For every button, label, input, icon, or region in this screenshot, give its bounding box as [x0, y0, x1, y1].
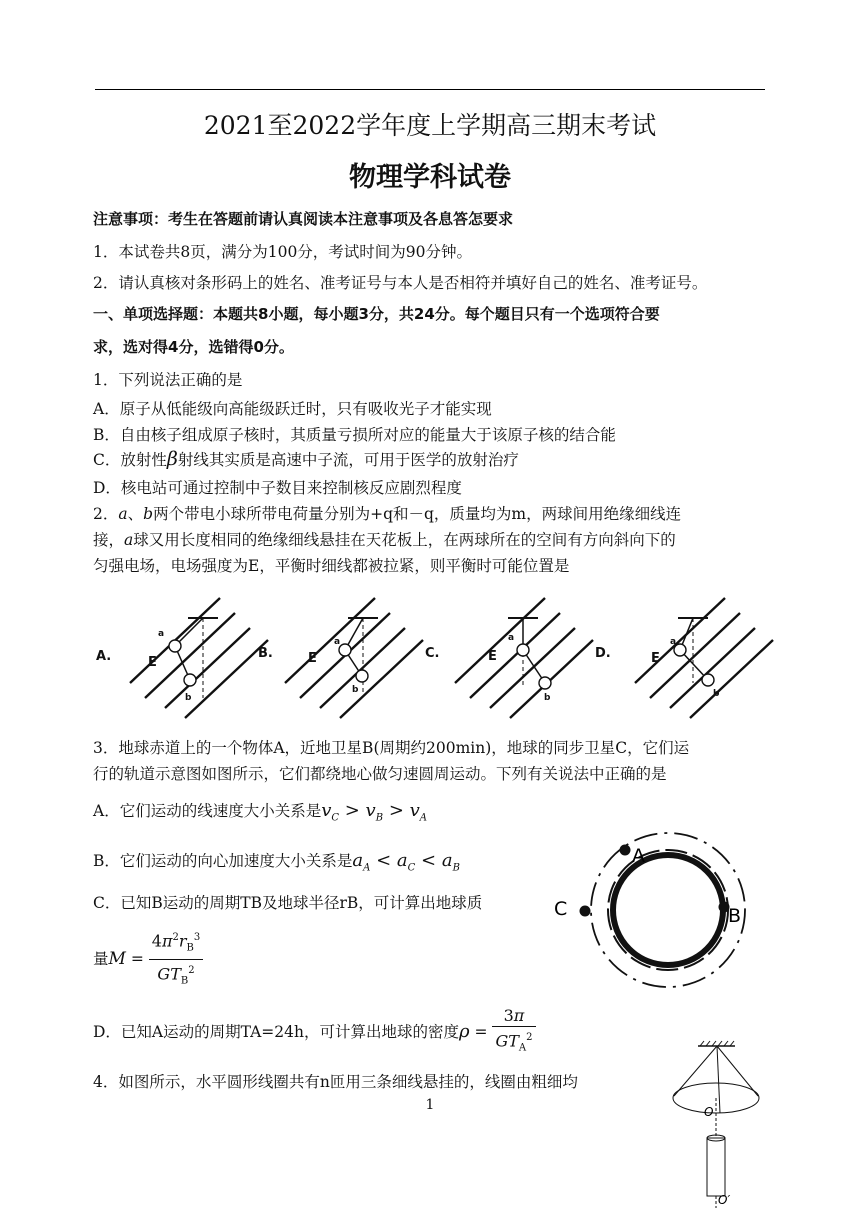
q2-fig-label-d: D. — [595, 646, 611, 661]
q2-fig-ball-a-4: a — [670, 637, 677, 647]
q2-line-1: 2．a、b两个带电小球所带电荷量分别为+q和－q，质量均为m，两球间用绝缘细线连 — [93, 505, 682, 523]
page-number: 1 — [425, 1097, 435, 1113]
q2-fig-ball-a-1: a — [158, 629, 165, 639]
q2-fig-label-a: A. — [96, 649, 112, 664]
q2-fig-ball-a-3: a — [508, 633, 515, 643]
q1-option-a: A．原子从低能级向高能级跃迁时，只有吸收光子才能实现 — [93, 400, 492, 418]
notice-heading: 注意事项：考生在答题前请认真阅读本注意事项及各息答怎要求 — [93, 210, 514, 228]
header-rule — [95, 89, 765, 90]
notice-item-2: 2．请认真核对条形码上的姓名、准考证号与本人是否相符并填好自己的姓名、准考证号。 — [93, 274, 708, 292]
q4-coil-figure — [660, 1038, 770, 1214]
q2-line-3: 匀强电场，电场强度为E，平衡时细线都被拉紧，则平衡时可能位置是 — [93, 557, 570, 575]
q3-option-b: B．它们运动的向心加速度大小关系是$a_A < a_C < a_B$ — [93, 850, 460, 874]
section1-heading-line1: 一、单项选择题：本题共8小题，每小题3分，共24分。每个题目只有一个选项符合要 — [93, 305, 660, 323]
q3-option-c: C．已知B运动的周期TB及地球半径rB，可计算出地球质 — [93, 894, 483, 912]
q2-fig-ball-a-2: a — [334, 637, 341, 647]
q2-fig-ball-b-3: b — [544, 693, 551, 703]
q2-fig-ball-b-2: b — [352, 685, 359, 695]
q2-fig-ball-b-4: b — [713, 689, 720, 699]
q3-fig-label-a: A — [632, 845, 645, 867]
exam-subtitle: 物理学科试卷 — [349, 162, 511, 193]
q3-satellite-c-dot — [580, 906, 591, 917]
q3-fig-label-c: C — [554, 898, 568, 920]
q3-object-a-dot — [620, 845, 631, 856]
exam-title: 2021至2022学年度上学期高三期末考试 — [203, 111, 657, 140]
q3-option-d: D．已知A运动的周期TA=24h，可计算出地球的密度ρ = $\frac{3\pi}{GT_A^2}$ — [93, 1006, 536, 1060]
q3-line-1: 3．地球赤道上的一个物体A，近地卫星B(周期约200min)，地球的同步卫星C，它们运 — [93, 739, 690, 757]
q1-stem: 1．下列说法正确的是 — [93, 371, 243, 389]
section1-heading-line2: 求，选对得4分，选错得0分。 — [93, 338, 294, 356]
q2-fig-e-3: E — [488, 649, 497, 664]
q3-fig-label-b: B — [728, 905, 742, 927]
q2-fig-label-b: B. — [258, 646, 273, 661]
q4-fig-label-o-prime: O′ — [718, 1193, 731, 1207]
q4-line-1: 4．如图所示，水平圆形线圈共有n匝用三条细线悬挂的，线圈由粗细均 — [93, 1073, 578, 1091]
q4-fig-label-o: O — [704, 1105, 714, 1119]
q3-line-2: 行的轨道示意图如图所示，它们都绕地心做匀速圆周运动。下列有关说法中正确的是 — [93, 765, 667, 783]
q2-options-figure — [90, 588, 780, 723]
q2-fig-label-c: C. — [425, 646, 440, 661]
q1-option-d: D．核电站可通过控制中子数目来控制核反应剧烈程度 — [93, 479, 462, 497]
q3-orbit-figure — [548, 820, 778, 1020]
notice-item-1: 1．本试卷共8页，满分为100分，考试时间为90分钟。 — [93, 243, 473, 261]
q2-fig-e-2: E — [308, 651, 317, 666]
q3-option-a: A．它们运动的线速度大小关系是$v_C > v_B > v_A$ — [93, 800, 428, 824]
q2-fig-e-1: E — [148, 655, 157, 670]
q1-option-c: C．放射性β射线其实质是高速中子流，可用于医学的放射治疗 — [93, 448, 519, 470]
q2-fig-ball-b-1: b — [185, 693, 192, 703]
q2-line-2: 接，a球又用长度相同的绝缘细线悬挂在天花板上，在两球所在的空间有方向斜向下的 — [93, 531, 676, 549]
q3-option-c-formula: 量M = $\frac{4\pi^2r_B^3}{GT_B^2}$ — [93, 928, 203, 992]
q2-fig-e-4: E — [651, 651, 660, 666]
q1-option-b: B．自由核子组成原子核时，其质量亏损所对应的能量大于该原子核的结合能 — [93, 426, 616, 444]
